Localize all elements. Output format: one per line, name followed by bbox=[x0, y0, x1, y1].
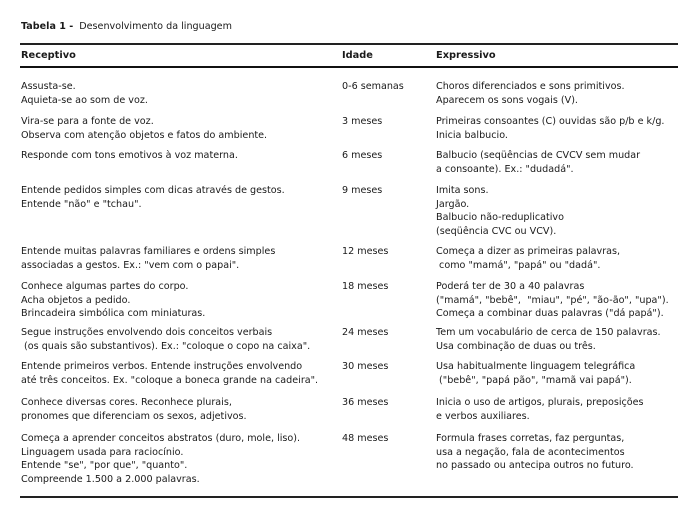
cell-expressivo-line: Jargão. bbox=[436, 198, 470, 210]
cell-expressivo-line: Usa habitualmente linguagem telegráfica bbox=[436, 361, 636, 372]
table-caption-title: Desenvolvimento da linguagem bbox=[79, 21, 232, 32]
cell-receptivo bbox=[21, 396, 247, 423]
cell-receptivo bbox=[21, 432, 300, 486]
cell-expressivo bbox=[436, 280, 669, 321]
cell-receptivo-line: Conhece algumas partes do corpo. bbox=[21, 281, 189, 292]
cell-expressivo-line: Imita sons. bbox=[436, 185, 489, 196]
cell-idade: 30 meses bbox=[342, 361, 389, 372]
cell-expressivo bbox=[436, 80, 625, 107]
cell-expressivo bbox=[436, 360, 635, 387]
cell-expressivo-line: Primeiras consoantes (C) ouvidas são p/b e k/g. bbox=[436, 116, 665, 127]
cell-receptivo-line: Entende muitas palavras familiares e ordens simples bbox=[21, 246, 276, 257]
cell-receptivo-line: Entende "não" e "tchau". bbox=[21, 198, 142, 210]
cell-receptivo bbox=[21, 245, 275, 272]
cell-expressivo-line: como "mamá", "papá" ou "dadá". bbox=[436, 259, 601, 271]
cell-expressivo-line: Choros diferenciados e sons primitivos. bbox=[436, 81, 625, 92]
header-idade: Idade bbox=[342, 50, 373, 61]
cell-receptivo bbox=[21, 115, 267, 142]
table-caption-label: Tabela 1 - bbox=[21, 21, 74, 32]
cell-expressivo-line: no passado ou antecipa outros no futuro. bbox=[436, 460, 634, 471]
cell-expressivo bbox=[436, 396, 644, 423]
table-caption bbox=[21, 21, 232, 32]
cell-expressivo-line: Poderá ter de 30 a 40 palavras bbox=[436, 281, 585, 292]
cell-expressivo-line: (seqüência CVC ou VCV). bbox=[436, 225, 557, 237]
cell-expressivo-line: Formula frases corretas, faz perguntas, bbox=[436, 433, 625, 444]
cell-expressivo-line: Inicia o uso de artigos, plurais, preposições bbox=[436, 397, 644, 408]
cell-idade: 6 meses bbox=[342, 150, 383, 161]
cell-expressivo-line: Balbucio (seqüências de CVCV sem mudar bbox=[436, 150, 641, 161]
cell-idade: 3 meses bbox=[342, 116, 383, 127]
cell-receptivo-line: Entende primeiros verbos. Entende instruções envolvendo bbox=[21, 361, 303, 372]
cell-expressivo-line: e verbos auxiliares. bbox=[436, 410, 530, 422]
cell-expressivo bbox=[436, 432, 634, 473]
cell-receptivo-line: Acha objetos a pedido. bbox=[21, 294, 131, 306]
cell-receptivo-line: (os quais são substantivos). Ex.: "coloque o copo na caixa". bbox=[21, 340, 311, 352]
cell-receptivo-line: até três conceitos. Ex. "coloque a boneca grande na cadeira". bbox=[21, 374, 319, 386]
cell-receptivo-line: Entende pedidos simples com dicas através de gestos. bbox=[21, 185, 285, 196]
cell-receptivo-line: Começa a aprender conceitos abstratos (duro, mole, liso). bbox=[21, 433, 301, 444]
cell-receptivo-line: Entende "se", "por que", "quanto". bbox=[21, 460, 188, 471]
cell-receptivo-line: Brincadeira simbólica com miniaturas. bbox=[21, 308, 206, 319]
cell-idade: 24 meses bbox=[342, 327, 389, 338]
cell-expressivo bbox=[436, 326, 661, 353]
header-receptivo: Receptivo bbox=[21, 50, 76, 61]
cell-expressivo bbox=[436, 115, 664, 142]
cell-receptivo-line: Conhece diversas cores. Reconhece plurais, bbox=[21, 397, 232, 408]
cell-expressivo-line: a consoante). Ex.: "dudadá". bbox=[436, 163, 574, 175]
cell-receptivo bbox=[21, 326, 310, 353]
cell-idade: 18 meses bbox=[342, 281, 389, 292]
cell-expressivo-line: Começa a combinar duas palavras ("dá papá"). bbox=[436, 308, 664, 319]
cell-expressivo-line: ("mamá", "bebê", "miau", "pé", "ão-ão", "upa"). bbox=[436, 294, 669, 306]
cell-receptivo-line: associadas a gestos. Ex.: "vem com o papai". bbox=[21, 259, 240, 271]
cell-expressivo bbox=[436, 184, 564, 238]
header-expressivo: Expressivo bbox=[436, 50, 496, 61]
cell-expressivo bbox=[436, 149, 640, 176]
cell-receptivo bbox=[21, 184, 285, 211]
table-bottom-rule bbox=[20, 496, 678, 498]
cell-receptivo-line: Assusta-se. bbox=[21, 81, 76, 92]
cell-expressivo-line: Usa combinação de duas ou três. bbox=[436, 340, 596, 352]
cell-expressivo-line: Aparecem os sons vogais (V). bbox=[436, 94, 578, 106]
cell-receptivo bbox=[21, 280, 205, 321]
cell-expressivo-line: Balbucio não-reduplicativo bbox=[436, 212, 564, 223]
cell-expressivo-line: Inicia balbucio. bbox=[436, 129, 508, 141]
cell-receptivo-line: Segue instruções envolvendo dois conceitos verbais bbox=[21, 327, 273, 338]
cell-receptivo-line: Responde com tons emotivos à voz materna. bbox=[21, 150, 238, 161]
header-rule bbox=[20, 66, 678, 68]
cell-receptivo-line: Vira-se para a fonte de voz. bbox=[21, 116, 154, 127]
cell-idade: 48 meses bbox=[342, 433, 389, 444]
cell-receptivo bbox=[21, 360, 318, 387]
cell-expressivo bbox=[436, 245, 620, 272]
table-top-rule bbox=[20, 43, 678, 45]
cell-receptivo-line: Aquieta-se ao som de voz. bbox=[21, 94, 148, 106]
cell-receptivo-line: Observa com atenção objetos e fatos do ambiente. bbox=[21, 129, 268, 141]
cell-receptivo-line: pronomes que diferenciam os sexos, adjetivos. bbox=[21, 410, 247, 422]
cell-idade: 12 meses bbox=[342, 246, 389, 257]
cell-idade: 0-6 semanas bbox=[342, 81, 404, 92]
cell-idade: 36 meses bbox=[342, 397, 389, 408]
cell-receptivo bbox=[21, 149, 238, 163]
cell-idade: 9 meses bbox=[342, 185, 383, 196]
cell-receptivo bbox=[21, 80, 148, 107]
cell-expressivo-line: usa a negação, fala de acontecimentos bbox=[436, 446, 625, 458]
cell-expressivo-line: ("bebê", "papá pão", "mamã vai papá"). bbox=[436, 374, 632, 386]
cell-receptivo-line: Linguagem usada para raciocínio. bbox=[21, 446, 184, 458]
cell-expressivo-line: Começa a dizer as primeiras palavras, bbox=[436, 246, 621, 257]
cell-expressivo-line: Tem um vocabulário de cerca de 150 palavras. bbox=[436, 327, 661, 338]
cell-receptivo-line: Compreende 1.500 a 2.000 palavras. bbox=[21, 473, 200, 485]
